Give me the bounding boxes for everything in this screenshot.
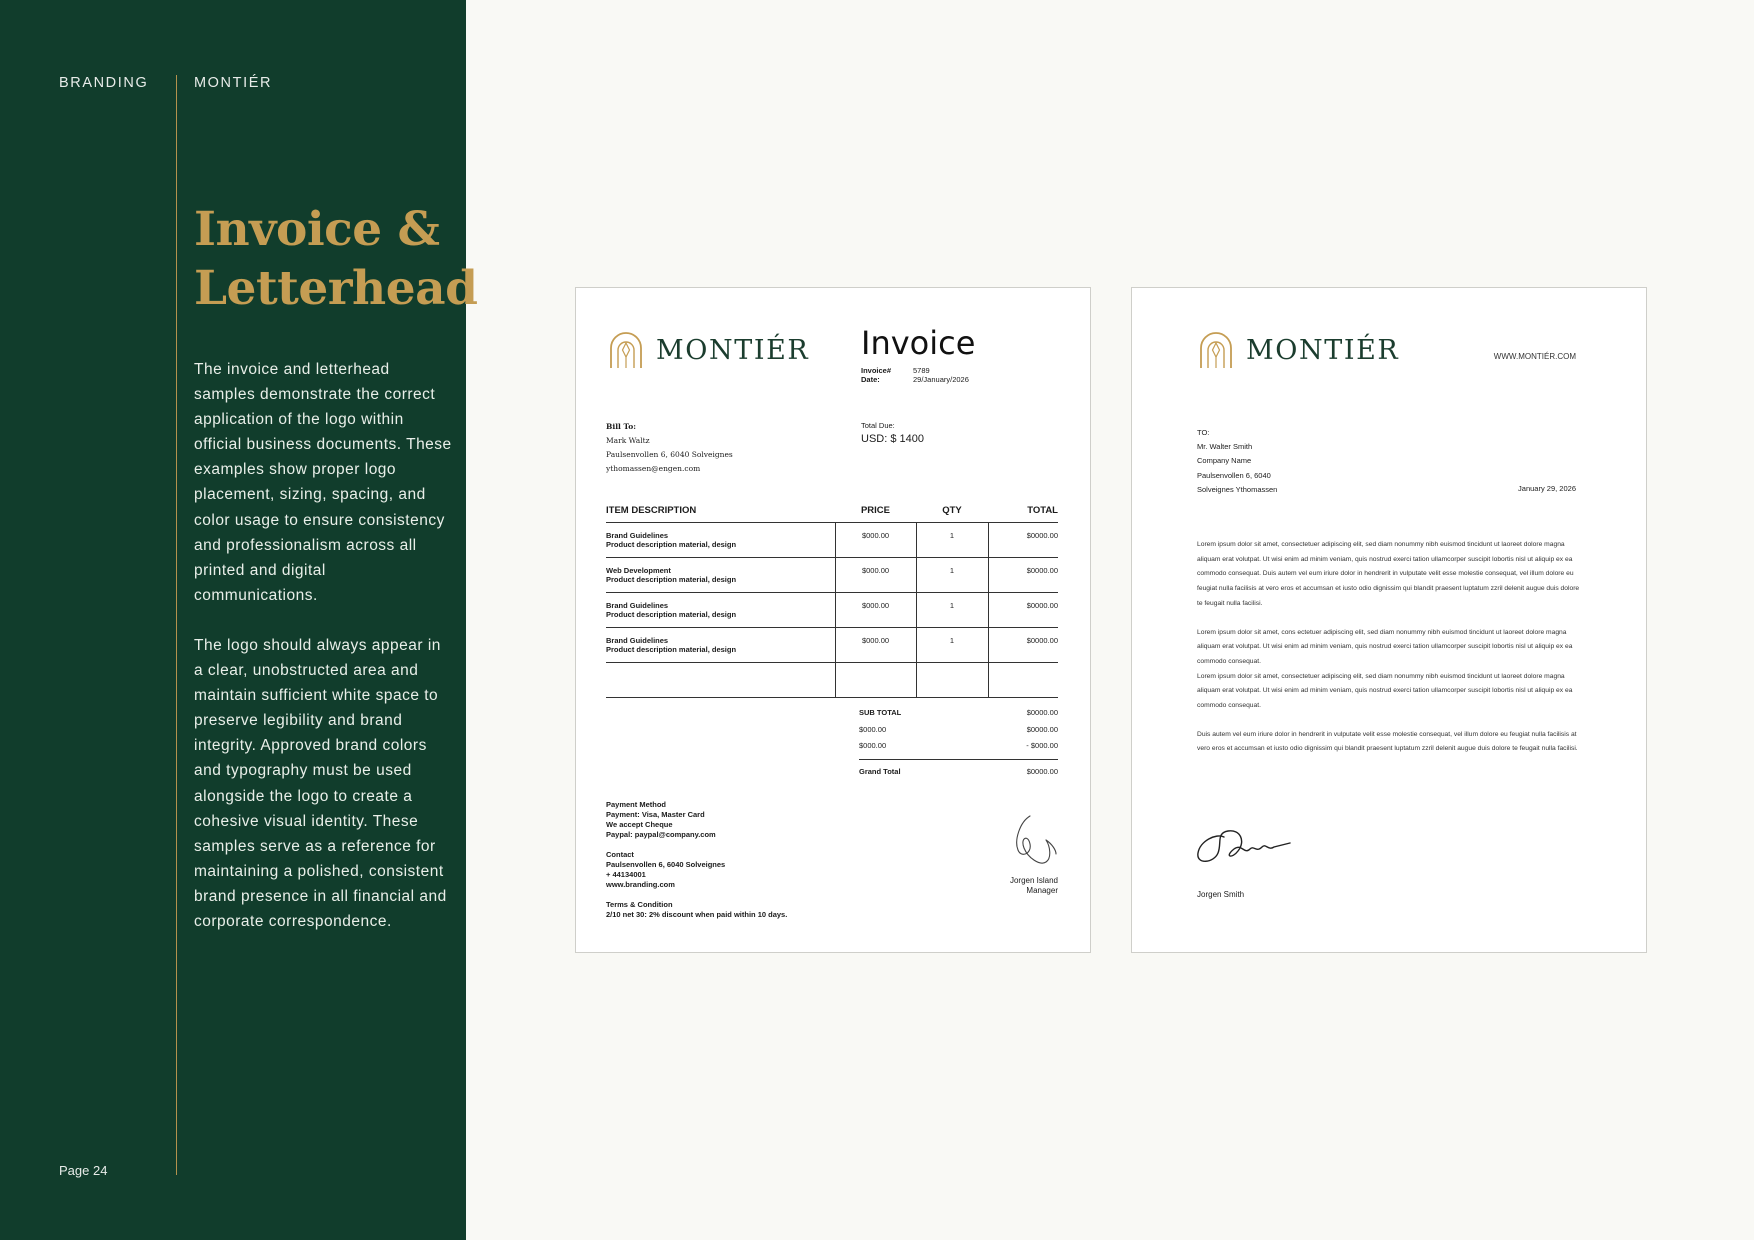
letter-signer: Jorgen Smith xyxy=(1197,890,1245,899)
item-name: Brand Guidelines xyxy=(606,636,669,645)
intro-text xyxy=(194,357,454,959)
item-qty: 1 xyxy=(916,628,988,663)
table-row-empty xyxy=(606,663,1058,698)
payment-heading: Payment Method xyxy=(606,800,667,809)
item-desc: Product description material, design xyxy=(606,645,737,654)
arch-monogram-icon xyxy=(606,330,646,370)
table-row xyxy=(606,593,1058,628)
invoice-number-label: Invoice# xyxy=(861,366,892,375)
sidebar xyxy=(0,0,478,1240)
grand-total-label: Grand Total xyxy=(859,766,901,776)
letterhead-logo xyxy=(1196,330,1399,370)
terms-text: 2/10 net 30: 2% discount when paid within 10 days. xyxy=(606,910,788,919)
signature-icon xyxy=(1006,810,1058,872)
item-desc: Product description material, design xyxy=(606,575,737,584)
summary-line-2-label: $000.00 xyxy=(859,724,887,734)
col-price: PRICE xyxy=(835,505,916,523)
letter-paragraph-2: Lorem ipsum dolor sit amet, cons ectetuer adipiscing elit, sed diam nonummy nibh euismod tincidunt ut laoreet dolore magna aliquam erat volutpat. Ut wisi enim ad minim veniam, quis nostrud exerci tation ullamcorper suscipit lobortis nisl ut aliquip ex ea commodo consequat. xyxy=(1197,628,1573,665)
intro-paragraph-1: The invoice and letterhead samples demonstrate the correct application of the logo within official business documents. These examples show proper logo placement, sizing, spacing, and color usage to ensure consistency and professionalism across all printed and digital communications. xyxy=(194,361,452,604)
recipient-block xyxy=(1197,426,1277,497)
signer-name: Jorgen Island xyxy=(1009,876,1058,885)
item-price: $000.00 xyxy=(835,593,916,628)
item-price: $000.00 xyxy=(835,523,916,558)
arch-monogram-icon xyxy=(1196,330,1236,370)
col-total: TOTAL xyxy=(988,505,1058,523)
invoice-summary xyxy=(859,708,1058,783)
item-qty: 1 xyxy=(916,523,988,558)
recipient-label: TO: xyxy=(1197,428,1210,437)
signer-role: Manager xyxy=(1026,886,1058,895)
subtotal-value: $0000.00 xyxy=(1026,708,1058,717)
page-number: Page 24 xyxy=(59,1163,108,1178)
item-desc: Product description material, design xyxy=(606,540,737,549)
invoice-date-label: Date: xyxy=(861,375,880,384)
letter-paragraph-1: Lorem ipsum dolor sit amet, consectetuer adipiscing elit, sed diam nonummy nibh euismod tincidunt ut laoreet dolore magna aliquam erat volutpat. Ut wisi enim ad minim veniam, quis nostrud exerci tation ullamcorper suscipit lobortis nisl ut aliquip ex ea commodo consequat. Duis autem vel eum iriure dolor in hendrerit in vulputate velit esse molestie consequat, vel illum dolore eu feugiat nulla facilisis at vero eros et accumsan et iusto odio dignissim qui blandit praesent luptatum zzril delenit augue duis dolore te feugait nulla facilisi. xyxy=(1197,541,1580,607)
grand-total-value: $0000.00 xyxy=(1026,766,1058,776)
col-qty: QTY xyxy=(916,505,988,523)
item-name: Brand Guidelines xyxy=(606,531,669,540)
item-price: $000.00 xyxy=(835,628,916,663)
letter-paragraph-3: Lorem ipsum dolor sit amet, consectetuer adipiscing elit, sed diam nonummy nibh euismod tincidunt ut laoreet dolore magna aliquam erat volutpat. Ut wisi enim ad minim veniam, quis nostrud exerci tation ullamcorper suscipit lobortis nisl ut aliquip ex ea commodo consequat. xyxy=(1197,672,1573,710)
item-total: $0000.00 xyxy=(988,628,1058,663)
divider-line xyxy=(176,75,177,1175)
contact-phone: + 44134001 xyxy=(606,870,646,879)
total-due xyxy=(861,421,924,445)
total-due-amount: USD: $ 1400 xyxy=(861,433,924,445)
contact-web: www.branding.com xyxy=(606,880,675,889)
signature-icon xyxy=(1194,823,1294,878)
invoice-meta xyxy=(861,366,969,384)
recipient-address-1: Paulsenvollen 6, 6040 xyxy=(1197,470,1271,480)
item-total: $0000.00 xyxy=(988,558,1058,593)
brand-label: MONTIÉR xyxy=(194,75,273,91)
page-title-line-1: Invoice & xyxy=(194,202,440,257)
item-price: $000.00 xyxy=(835,558,916,593)
contact-address: Paulsenvollen 6, 6040 Solveignes xyxy=(606,860,726,869)
summary-line-3-label: $000.00 xyxy=(859,741,887,750)
bill-to-label: Bill To: xyxy=(606,422,636,431)
letter-date: January 29, 2026 xyxy=(1518,484,1576,493)
invoice-logo xyxy=(606,330,809,370)
recipient-name: Mr. Walter Smith xyxy=(1197,442,1253,452)
logo-wordmark: MONTIÉR xyxy=(1246,334,1400,366)
total-due-label: Total Due: xyxy=(861,421,895,430)
table-row xyxy=(606,628,1058,663)
page-title-line-2: Letterhead xyxy=(194,261,478,316)
invoice-items-table xyxy=(606,505,1058,698)
payment-paypal: Paypal: paypal@company.com xyxy=(606,830,716,839)
recipient-address-2: Solveignes Ythomassen xyxy=(1197,484,1278,494)
letter-body xyxy=(1197,538,1582,771)
section-label: BRANDING xyxy=(59,75,149,91)
item-name: Web Development xyxy=(606,566,671,575)
contact-heading: Contact xyxy=(606,850,634,859)
page-title xyxy=(194,200,478,318)
payment-cheque: We accept Cheque xyxy=(606,820,673,829)
logo-wordmark: MONTIÉR xyxy=(656,334,810,366)
invoice-signer xyxy=(1010,876,1058,896)
item-name: Brand Guidelines xyxy=(606,601,669,610)
summary-line-3-value: - $000.00 xyxy=(1026,741,1058,750)
letterhead-sample xyxy=(1131,287,1647,953)
summary-line-2-value: $0000.00 xyxy=(1026,724,1058,734)
invoice-sample xyxy=(575,287,1091,953)
bill-to-email: ythomassen@engen.com xyxy=(606,464,701,473)
item-total: $0000.00 xyxy=(988,593,1058,628)
col-description: ITEM DESCRIPTION xyxy=(606,505,835,523)
bill-to xyxy=(606,420,733,476)
table-row xyxy=(606,523,1058,558)
item-desc: Product description material, design xyxy=(606,610,737,619)
subtotal-label: SUB TOTAL xyxy=(859,708,902,717)
intro-paragraph-2: The logo should always appear in a clear, unobstructed area and maintain sufficient white space to preserve legibility and brand integrity. Approved brand colors and typography must be used alongside the logo to create a cohesive visual identity. These samples serve as a reference for maintaining a polished, consistent brand presence in all financial and corporate correspondence. xyxy=(194,636,447,930)
item-qty: 1 xyxy=(916,593,988,628)
item-qty: 1 xyxy=(916,558,988,593)
payment-methods: Payment: Visa, Master Card xyxy=(606,810,705,819)
summary-divider xyxy=(859,759,1058,760)
invoice-footer xyxy=(606,800,787,920)
letter-paragraph-4: Duis autem vel eum iriure dolor in hendrerit in vulputate velit esse molestie consequat, vel illum dolore eu feugiat nulla facilisis at vero eros et accumsan et iusto odio dignissim qui blandit praesent luptatum zzril delenit augue duis dolore te feugait nulla facilisi. xyxy=(1197,730,1578,753)
recipient-company: Company Name xyxy=(1197,456,1252,466)
table-header-row xyxy=(606,505,1058,523)
letterhead-website: WWW.MONTIÉR.COM xyxy=(1493,352,1576,361)
invoice-title: Invoice xyxy=(861,324,976,362)
table-row xyxy=(606,558,1058,593)
bill-to-name: Mark Waltz xyxy=(606,436,650,445)
terms-heading: Terms & Condition xyxy=(606,900,673,909)
bill-to-address: Paulsenvollen 6, 6040 Solveignes xyxy=(606,450,733,459)
item-total: $0000.00 xyxy=(988,523,1058,558)
invoice-number: 5789 xyxy=(913,366,930,375)
invoice-date: 29/January/2026 xyxy=(913,375,969,384)
